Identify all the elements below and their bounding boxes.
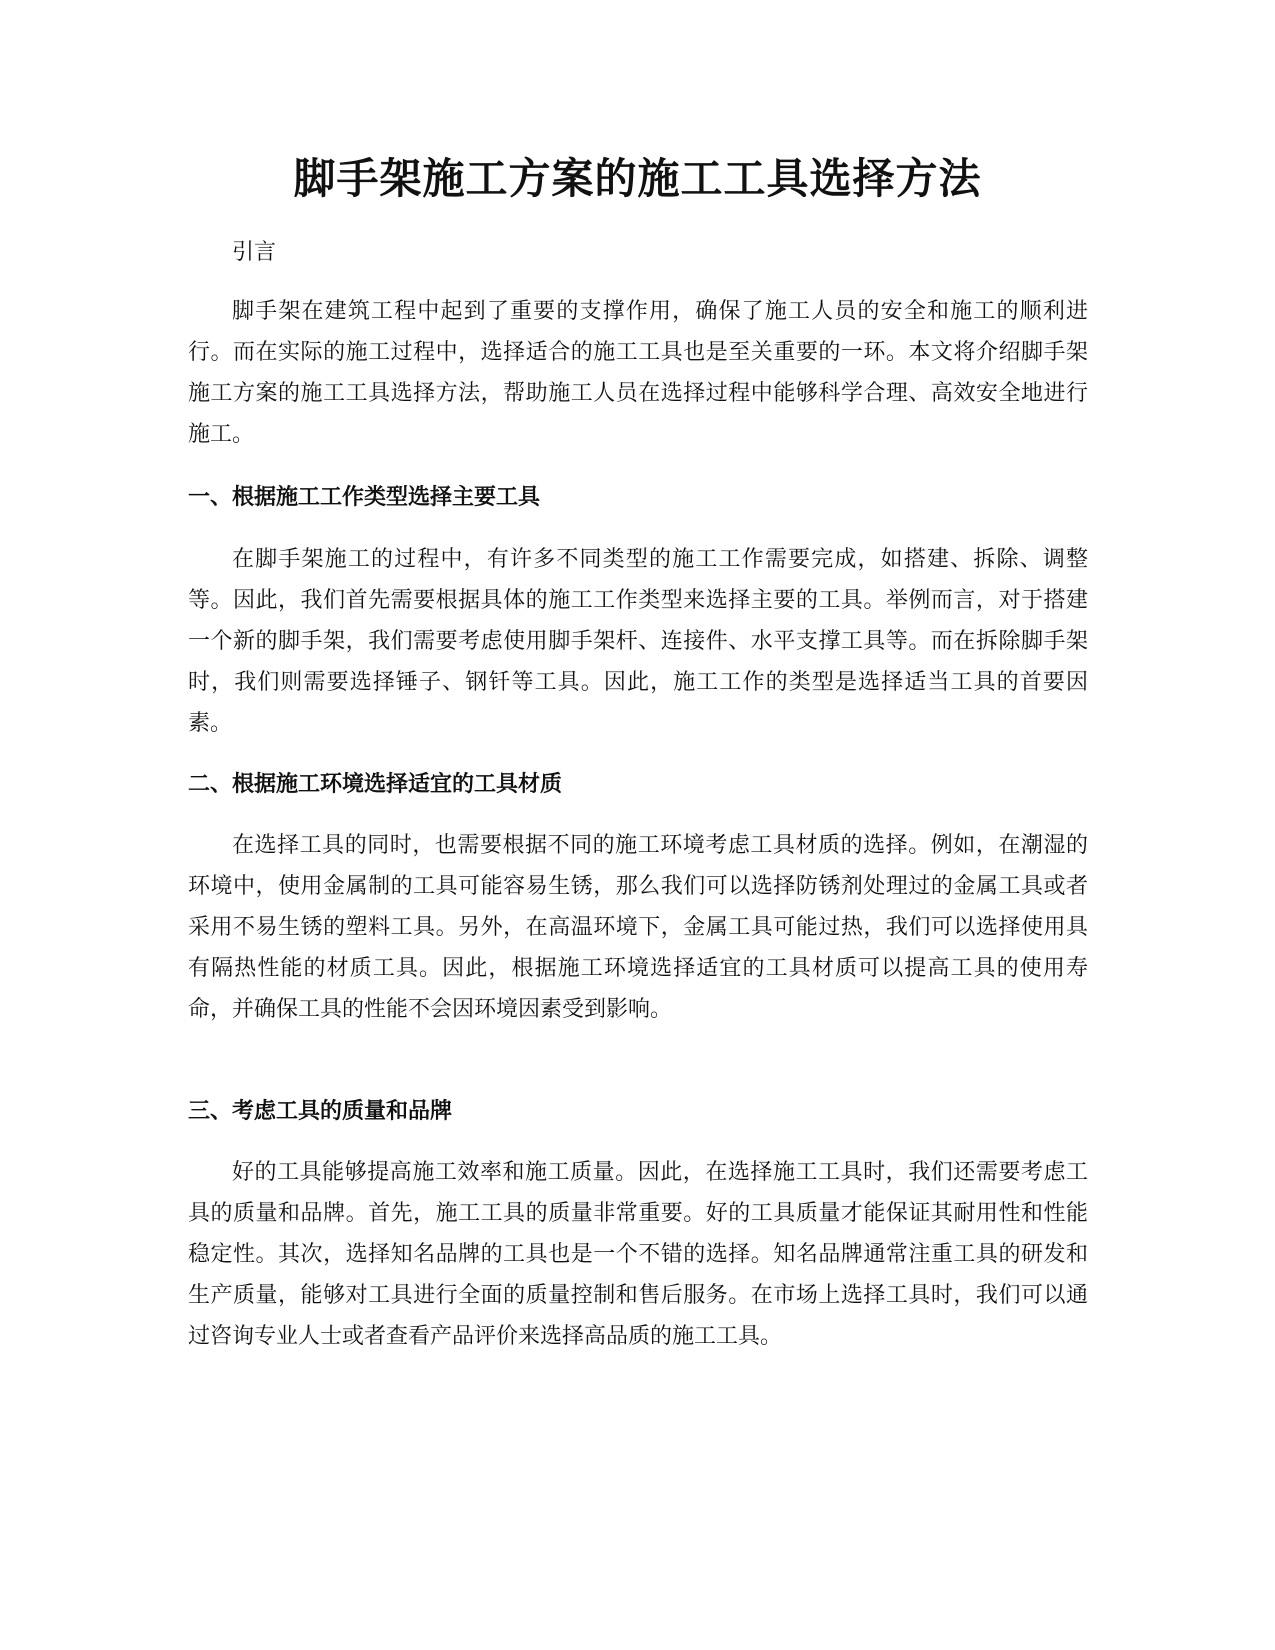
- document-title: 脚手架施工方案的施工工具选择方法: [293, 154, 982, 203]
- intro-label: 引言: [232, 240, 277, 265]
- section-2-paragraph: 在选择工具的同时，也需要根据不同的施工环境考虑工具材质的选择。例如，在潮湿的环境中，使用金属制的工具可能容易生锈，那么我们可以选择防锈剂处理过的金属工具或者采用不易生锈的塑料工具。另外，在高温环境下，金属工具可能过热，我们可以选择使用具有隔热性能的材质工具。因此，根据施工环境选择适宜的工具材质可以提高工具的使用寿命，并确保工具的性能不会因环境因素受到影响。: [188, 833, 1088, 1022]
- section-1-heading: 一、根据施工工作类型选择主要工具: [188, 485, 541, 510]
- section-3-heading: 三、考虑工具的质量和品牌: [188, 1099, 453, 1124]
- section-3-paragraph: 好的工具能够提高施工效率和施工质量。因此，在选择施工工具时，我们还需要考虑工具的质量和品牌。首先，施工工具的质量非常重要。好的工具质量才能保证其耐用性和性能稳定性。其次，选择知名品牌的工具也是一个不错的选择。知名品牌通常注重工具的研发和生产质量，能够对工具进行全面的质量控制和售后服务。在市场上选择工具时，我们可以通过咨询专业人士或者查看产品评价来选择高品质的施工工具。: [188, 1160, 1088, 1349]
- section-2-heading: 二、根据施工环境选择适宜的工具材质: [188, 772, 563, 797]
- section-1-paragraph: 在脚手架施工的过程中，有许多不同类型的施工工作需要完成，如搭建、拆除、调整等。因此，我们首先需要根据具体的施工工作类型来选择主要的工具。举例而言，对于搭建一个新的脚手架，我们需要考虑使用脚手架杆、连接件、水平支撑工具等。而在拆除脚手架时，我们则需要选择锤子、钢钎等工具。因此，施工工作的类型是选择适当工具的首要因素。: [188, 547, 1088, 736]
- intro-paragraph: 脚手架在建筑工程中起到了重要的支撑作用，确保了施工人员的安全和施工的顺利进行。而在实际的施工过程中，选择适合的施工工具也是至关重要的一环。本文将介绍脚手架施工方案的施工工具选择方法，帮助施工人员在选择过程中能够科学合理、高效安全地进行施工。: [188, 299, 1088, 447]
